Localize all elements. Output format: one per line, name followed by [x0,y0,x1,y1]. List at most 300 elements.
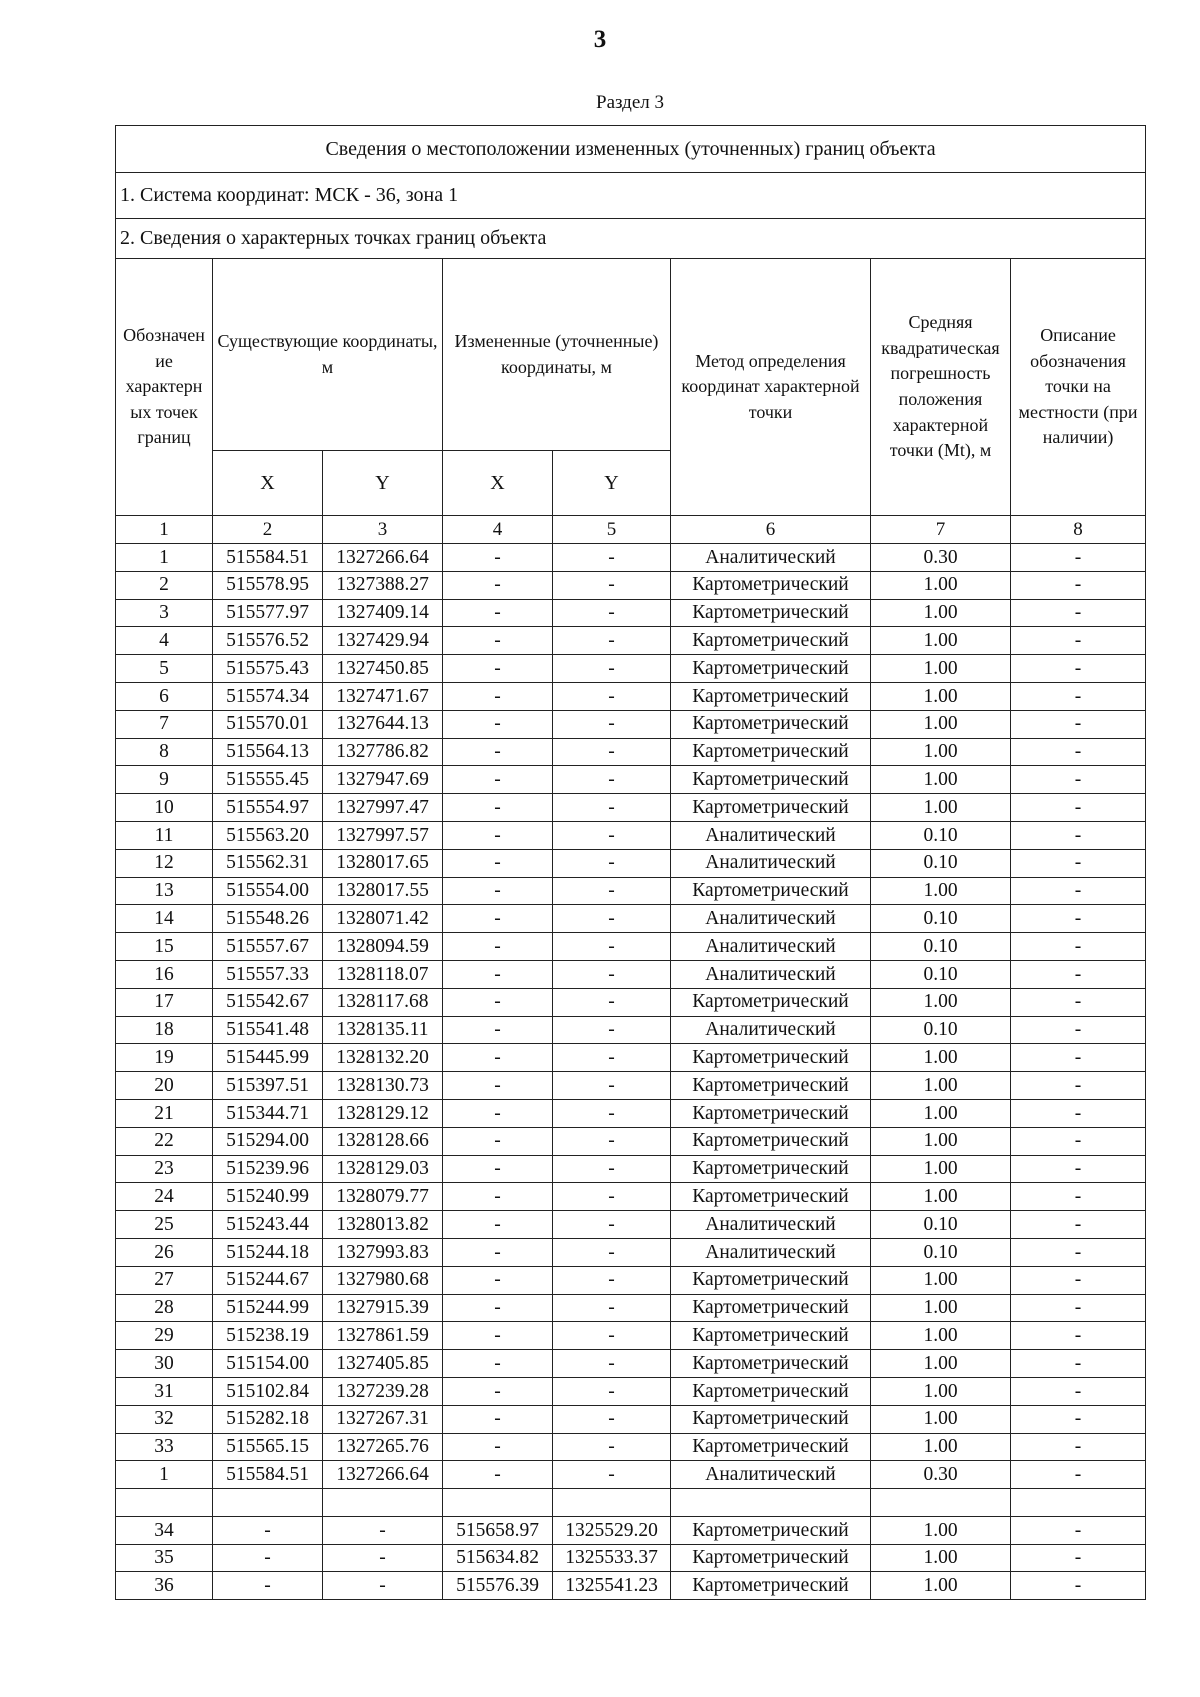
cell-error: 0.30 [871,1461,1011,1489]
cell-changed-x: - [443,1155,553,1183]
cell-existing-y: 1327409.14 [323,599,443,627]
cell-description: - [1011,1238,1146,1266]
cell-existing-y: 1327861.59 [323,1322,443,1350]
header-error: Средняя квадратическая погрешность положения характерной точки (Mt), м [871,259,1011,516]
cell-error: 0.10 [871,960,1011,988]
table-row [116,544,1146,572]
cell-point-number: 17 [116,988,213,1016]
cell-point-number: 18 [116,1016,213,1044]
cell-point-number: 13 [116,877,213,905]
cell-changed-x: - [443,544,553,572]
cell-method: Картометрический [671,1155,871,1183]
cell-existing-x: 515577.97 [213,599,323,627]
table-row [116,1211,1146,1239]
cell-error: 0.10 [871,905,1011,933]
column-number: 1 [116,516,213,544]
cell-method: Картометрический [671,738,871,766]
cell-method: Картометрический [671,710,871,738]
cell-existing-x: 515584.51 [213,1461,323,1489]
cell-changed-x: - [443,1377,553,1405]
table-row [116,1377,1146,1405]
cell-existing-x: 515542.67 [213,988,323,1016]
table-row [116,1183,1146,1211]
table-row [116,1266,1146,1294]
cell-method: Аналитический [671,821,871,849]
cell-method: Картометрический [671,1127,871,1155]
table-row [116,1516,1146,1544]
cell-error: 0.30 [871,544,1011,572]
table-row [116,1294,1146,1322]
cell-existing-y: 1327265.76 [323,1433,443,1461]
cell-method: Картометрический [671,1405,871,1433]
cell-point-number: 35 [116,1544,213,1572]
cell-changed-x: - [443,710,553,738]
cell-description: - [1011,1127,1146,1155]
cell-error: 1.00 [871,1405,1011,1433]
column-number: 7 [871,516,1011,544]
table-row [116,766,1146,794]
table-row [116,1405,1146,1433]
cell-existing-x: 515282.18 [213,1405,323,1433]
column-number: 4 [443,516,553,544]
points-heading: 2. Сведения о характерных точках границ объекта [116,219,1146,259]
cell-changed-x: - [443,655,553,683]
cell-changed-x: - [443,821,553,849]
cell-method: Картометрический [671,1266,871,1294]
cell-description: - [1011,738,1146,766]
cell-error: 1.00 [871,877,1011,905]
cell-description: - [1011,905,1146,933]
cell-changed-y: - [553,905,671,933]
cell-existing-x: 515548.26 [213,905,323,933]
cell-error: 1.00 [871,599,1011,627]
cell-description: - [1011,682,1146,710]
cell-existing-y: 1327471.67 [323,682,443,710]
cell-existing-y: 1328071.42 [323,905,443,933]
table-row [116,1433,1146,1461]
cell-existing-y: 1327915.39 [323,1294,443,1322]
table-row [116,1127,1146,1155]
column-number: 8 [1011,516,1146,544]
cell-changed-y: - [553,1266,671,1294]
cell-existing-x: - [213,1572,323,1600]
cell-existing-y: 1327405.85 [323,1350,443,1378]
cell-description: - [1011,710,1146,738]
cell-existing-x: 515557.67 [213,933,323,961]
cell-point-number: 21 [116,1099,213,1127]
cell-changed-x: 515576.39 [443,1572,553,1600]
cell-method: Картометрический [671,1544,871,1572]
cell-point-number: 15 [116,933,213,961]
cell-method: Картометрический [671,1183,871,1211]
cell-changed-x: - [443,1016,553,1044]
cell-description: - [1011,599,1146,627]
page-number: 3 [593,26,607,53]
table-row [116,960,1146,988]
table-row [116,877,1146,905]
cell-description: - [1011,1155,1146,1183]
cell-changed-y: - [553,821,671,849]
cell-existing-y: - [323,1572,443,1600]
table-row [116,1544,1146,1572]
cell-description: - [1011,1461,1146,1489]
cell-method: Картометрический [671,599,871,627]
cell-existing-x: 515238.19 [213,1322,323,1350]
cell-existing-y: 1327266.64 [323,1461,443,1489]
table-row [116,849,1146,877]
cell-changed-y: - [553,1127,671,1155]
cell-method: Картометрический [671,877,871,905]
cell-description: - [1011,571,1146,599]
cell-method: Картометрический [671,655,871,683]
cell-changed-y: - [553,544,671,572]
cell-changed-y: - [553,710,671,738]
cell-error: 1.00 [871,1350,1011,1378]
cell-changed-x: - [443,1044,553,1072]
header-existing-coords: Существующие координаты, м [213,259,443,451]
cell-changed-x: - [443,1127,553,1155]
cell-existing-y: 1327997.57 [323,821,443,849]
table-header [116,126,1146,544]
cell-changed-x: - [443,599,553,627]
cell-changed-y: 1325533.37 [553,1544,671,1572]
cell-error: 1.00 [871,627,1011,655]
cell-error: 1.00 [871,1516,1011,1544]
cell-error: 0.10 [871,1016,1011,1044]
cell-error: 1.00 [871,1044,1011,1072]
cell-description: - [1011,1350,1146,1378]
cell-error: 1.00 [871,1433,1011,1461]
cell-method: Картометрический [671,1433,871,1461]
cell-description: - [1011,1377,1146,1405]
table-row [116,738,1146,766]
cell-description: - [1011,821,1146,849]
cell-changed-x: - [443,682,553,710]
cell-existing-x: 515555.45 [213,766,323,794]
cell-method: Картометрический [671,794,871,822]
coord-system-row [116,173,1146,219]
cell-existing-x: - [213,1544,323,1572]
cell-description: - [1011,1072,1146,1100]
cell-point-number: 14 [116,905,213,933]
coord-system: 1. Система координат: МСК - 36, зона 1 [116,173,1146,219]
cell-existing-x: 515563.20 [213,821,323,849]
table-row [116,988,1146,1016]
cell-point-number: 32 [116,1405,213,1433]
cell-changed-x: - [443,1072,553,1100]
cell-existing-y: 1327429.94 [323,627,443,655]
cell-changed-y: - [553,794,671,822]
cell-point-number [116,1489,213,1517]
cell-description: - [1011,1322,1146,1350]
cell-error: 1.00 [871,682,1011,710]
cell-existing-y: 1328132.20 [323,1044,443,1072]
cell-description: - [1011,1266,1146,1294]
cell-changed-y: - [553,1072,671,1100]
cell-description: - [1011,988,1146,1016]
table-row [116,1238,1146,1266]
cell-description: - [1011,794,1146,822]
column-number-row [116,516,1146,544]
cell-method: Картометрический [671,1072,871,1100]
cell-method [671,1489,871,1517]
cell-changed-y: - [553,682,671,710]
cell-existing-x: 515344.71 [213,1099,323,1127]
cell-changed-x: - [443,1183,553,1211]
table-row [116,627,1146,655]
column-number: 3 [323,516,443,544]
cell-error: 1.00 [871,1544,1011,1572]
table-title-row [116,126,1146,173]
cell-changed-x: - [443,905,553,933]
cell-changed-x: - [443,877,553,905]
cell-point-number: 10 [116,794,213,822]
cell-method: Картометрический [671,1099,871,1127]
cell-error: 0.10 [871,849,1011,877]
cell-description: - [1011,960,1146,988]
cell-error: 1.00 [871,1127,1011,1155]
cell-point-number: 26 [116,1238,213,1266]
cell-existing-x: 515244.99 [213,1294,323,1322]
table-row [116,682,1146,710]
cell-method: Картометрический [671,1516,871,1544]
cell-method: Картометрический [671,1294,871,1322]
header-description: Описание обозначения точки на местности (при наличии) [1011,259,1146,516]
cell-changed-y: - [553,1211,671,1239]
cell-existing-x: 515562.31 [213,849,323,877]
table-row [116,1572,1146,1600]
cell-existing-y [323,1489,443,1517]
cell-changed-y: - [553,1377,671,1405]
cell-point-number: 20 [116,1072,213,1100]
cell-error: 1.00 [871,1183,1011,1211]
cell-error: 1.00 [871,1322,1011,1350]
cell-error: 0.10 [871,1238,1011,1266]
table-row [116,710,1146,738]
cell-description: - [1011,1099,1146,1127]
cell-existing-x: - [213,1516,323,1544]
cell-description [1011,1489,1146,1517]
cell-changed-x: - [443,794,553,822]
cell-changed-y: - [553,1405,671,1433]
cell-existing-x: 515239.96 [213,1155,323,1183]
cell-method: Картометрический [671,682,871,710]
cell-description: - [1011,1044,1146,1072]
cell-existing-x: 515102.84 [213,1377,323,1405]
cell-method: Аналитический [671,933,871,961]
table-row [116,655,1146,683]
header-method: Метод определения координат характерной точки [671,259,871,516]
cell-point-number: 19 [116,1044,213,1072]
table-row [116,794,1146,822]
cell-changed-y: - [553,766,671,794]
cell-existing-x: 515240.99 [213,1183,323,1211]
cell-error: 1.00 [871,1572,1011,1600]
cell-existing-x: 515541.48 [213,1016,323,1044]
cell-changed-y: - [553,1433,671,1461]
table-row [116,1322,1146,1350]
cell-method: Картометрический [671,988,871,1016]
table-row [116,1350,1146,1378]
cell-changed-y [553,1489,671,1517]
cell-existing-x: 515154.00 [213,1350,323,1378]
column-number: 2 [213,516,323,544]
cell-method: Картометрический [671,1322,871,1350]
cell-changed-x: - [443,627,553,655]
cell-error: 1.00 [871,571,1011,599]
table-row [116,1155,1146,1183]
cell-method: Аналитический [671,1211,871,1239]
cell-point-number: 8 [116,738,213,766]
table-body [116,544,1146,1600]
cell-point-number: 11 [116,821,213,849]
cell-changed-y: - [553,988,671,1016]
cell-description: - [1011,877,1146,905]
cell-error: 1.00 [871,655,1011,683]
cell-point-number: 5 [116,655,213,683]
cell-point-number: 12 [116,849,213,877]
cell-method: Картометрический [671,627,871,655]
cell-changed-x: - [443,1238,553,1266]
cell-description: - [1011,1433,1146,1461]
cell-description: - [1011,1183,1146,1211]
header-changed-x: X [443,451,553,516]
cell-existing-y: 1328117.68 [323,988,443,1016]
cell-error: 0.10 [871,1211,1011,1239]
cell-changed-y: - [553,1155,671,1183]
cell-method: Аналитический [671,1461,871,1489]
cell-existing-y: 1328128.66 [323,1127,443,1155]
header-existing-x: X [213,451,323,516]
cell-changed-x: - [443,766,553,794]
cell-changed-x: - [443,960,553,988]
cell-existing-y: 1328129.12 [323,1099,443,1127]
cell-method: Аналитический [671,849,871,877]
cell-existing-x: 515397.51 [213,1072,323,1100]
cell-changed-x: - [443,849,553,877]
cell-changed-x: - [443,738,553,766]
cell-changed-x: - [443,988,553,1016]
boundary-points-table [115,125,1146,1600]
cell-existing-x: 515570.01 [213,710,323,738]
cell-point-number: 27 [116,1266,213,1294]
cell-error: 1.00 [871,1072,1011,1100]
cell-changed-x: - [443,1211,553,1239]
cell-existing-y: 1327267.31 [323,1405,443,1433]
cell-changed-y: - [553,849,671,877]
cell-error: 1.00 [871,710,1011,738]
column-header-row [116,259,1146,451]
cell-existing-x: 515565.15 [213,1433,323,1461]
cell-changed-y: - [553,1294,671,1322]
cell-method: Аналитический [671,960,871,988]
cell-description: - [1011,1405,1146,1433]
cell-changed-y: - [553,1183,671,1211]
cell-changed-x: - [443,1294,553,1322]
cell-changed-y: 1325541.23 [553,1572,671,1600]
cell-changed-x: - [443,1461,553,1489]
cell-description: - [1011,1294,1146,1322]
cell-error: 1.00 [871,1294,1011,1322]
header-changed-coords: Измененные (уточненные) координаты, м [443,259,671,451]
cell-point-number: 23 [116,1155,213,1183]
cell-changed-x: - [443,1322,553,1350]
cell-changed-y: - [553,627,671,655]
cell-changed-y: - [553,1099,671,1127]
cell-existing-y: 1328130.73 [323,1072,443,1100]
cell-description: - [1011,933,1146,961]
cell-changed-x: - [443,933,553,961]
cell-existing-x: 515554.97 [213,794,323,822]
points-heading-row [116,219,1146,259]
cell-point-number: 3 [116,599,213,627]
table-row [116,1461,1146,1489]
cell-method: Аналитический [671,1238,871,1266]
cell-changed-x: - [443,571,553,599]
cell-existing-y: 1328129.03 [323,1155,443,1183]
cell-description: - [1011,1516,1146,1544]
cell-method: Картометрический [671,1572,871,1600]
table-row [116,1489,1146,1517]
table-row [116,1016,1146,1044]
cell-point-number: 2 [116,571,213,599]
cell-point-number: 9 [116,766,213,794]
cell-changed-y: - [553,1044,671,1072]
cell-point-number: 22 [116,1127,213,1155]
cell-description: - [1011,1016,1146,1044]
cell-description: - [1011,1544,1146,1572]
cell-existing-x: 515557.33 [213,960,323,988]
cell-existing-x: 515243.44 [213,1211,323,1239]
cell-existing-y: 1328118.07 [323,960,443,988]
header-existing-y: Y [323,451,443,516]
cell-point-number: 33 [116,1433,213,1461]
cell-changed-y: - [553,1350,671,1378]
cell-error: 0.10 [871,933,1011,961]
cell-error: 1.00 [871,988,1011,1016]
cell-point-number: 29 [116,1322,213,1350]
cell-description: - [1011,1211,1146,1239]
cell-point-number: 25 [116,1211,213,1239]
table-row [116,571,1146,599]
cell-changed-x: - [443,1266,553,1294]
cell-changed-y: - [553,738,671,766]
cell-existing-x: 515294.00 [213,1127,323,1155]
header-designation: Обозначение характерных точек границ [116,259,213,516]
cell-point-number: 28 [116,1294,213,1322]
cell-existing-x: 515584.51 [213,544,323,572]
cell-existing-x: 515244.67 [213,1266,323,1294]
cell-point-number: 16 [116,960,213,988]
cell-method: Картометрический [671,1377,871,1405]
table-row [116,933,1146,961]
cell-existing-x: 515244.18 [213,1238,323,1266]
table-row [116,821,1146,849]
cell-changed-y: - [553,960,671,988]
cell-changed-y: - [553,1016,671,1044]
table-title: Сведения о местоположении измененных (уточненных) границ объекта [116,126,1146,173]
cell-existing-x: 515576.52 [213,627,323,655]
cell-existing-x [213,1489,323,1517]
table-row [116,599,1146,627]
header-changed-y: Y [553,451,671,516]
cell-existing-x: 515575.43 [213,655,323,683]
cell-changed-y: - [553,571,671,599]
cell-existing-y: 1327450.85 [323,655,443,683]
cell-existing-y: 1327266.64 [323,544,443,572]
cell-description: - [1011,766,1146,794]
cell-existing-y: 1327644.13 [323,710,443,738]
